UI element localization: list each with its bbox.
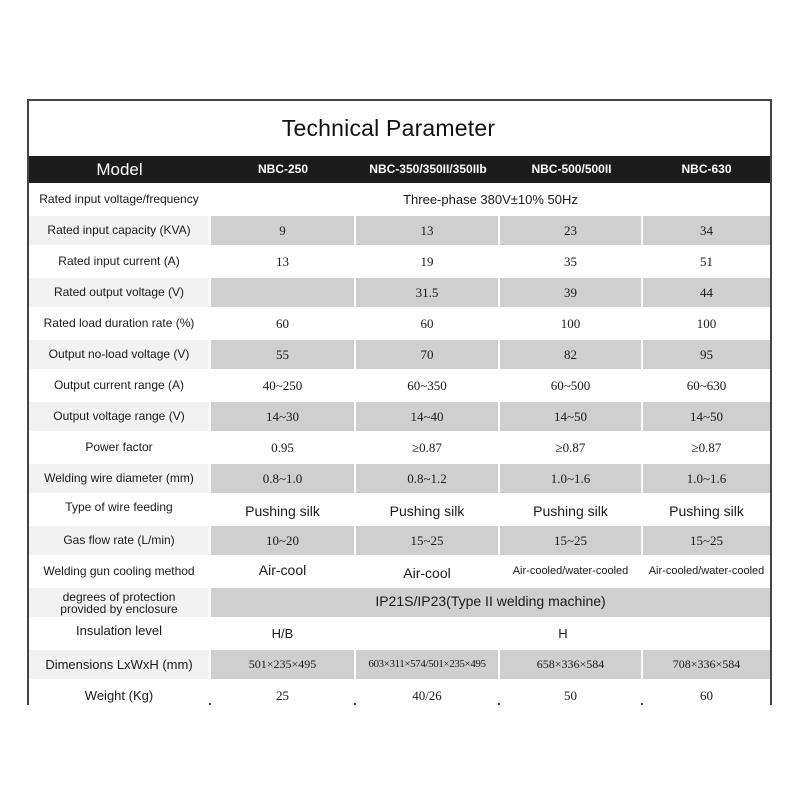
table-row	[29, 371, 770, 400]
row-label-two-line	[29, 588, 209, 617]
cell-value: 60	[211, 309, 354, 338]
row-label-line-1: degrees of protection	[62, 590, 176, 604]
cell-value: 25	[211, 681, 354, 710]
cell-value: H/B	[211, 619, 354, 648]
table-row	[29, 619, 770, 648]
cell-value: 708×336×584	[643, 650, 770, 679]
cell-value: 10~20	[211, 526, 354, 555]
cell-value: 82	[500, 340, 641, 369]
table-row	[29, 216, 770, 245]
table-row	[29, 402, 770, 431]
header-col-3: NBC-500/500II	[531, 162, 612, 176]
row-label: Gas flow rate (L/min)	[29, 526, 209, 555]
row-label: Rated input current (A)	[29, 247, 209, 276]
cell-value: 0.95	[211, 433, 354, 462]
cell-value: 60~500	[500, 371, 641, 400]
cell-value: 14~50	[643, 402, 770, 431]
cell-value: 15~25	[643, 526, 770, 555]
table-row	[29, 681, 770, 710]
cell-value: 60	[643, 681, 770, 710]
cell-value: 15~25	[500, 526, 641, 555]
row-label: Output voltage range (V)	[29, 402, 209, 431]
row-label: Rated input capacity (KVA)	[29, 216, 209, 245]
cell-value: 55	[211, 340, 354, 369]
cell-value: Pushing silk	[643, 495, 770, 524]
cell-value: 23	[500, 216, 641, 245]
cell-value: Pushing silk	[500, 495, 641, 524]
table-row	[29, 588, 770, 617]
cell-value: 34	[643, 216, 770, 245]
cell-value: 14~30	[211, 402, 354, 431]
row-label: Welding wire diameter (mm)	[29, 464, 209, 493]
cell-value: 40~250	[211, 371, 354, 400]
row-label: Power factor	[29, 433, 209, 462]
cell-value: ≥0.87	[356, 433, 498, 462]
cell-value: 1.0~1.6	[643, 464, 770, 493]
cell-value: Pushing silk	[356, 495, 498, 524]
cell-value: Air-cool	[211, 557, 354, 586]
table-row	[29, 340, 770, 369]
cell-value: 501×235×495	[211, 650, 354, 679]
table-header	[29, 156, 770, 183]
table-row	[29, 309, 770, 338]
cell-value: 31.5	[356, 278, 498, 307]
row-label: Output current range (A)	[29, 371, 209, 400]
row-label: Weight (Kg)	[29, 681, 209, 710]
row-label: Insulation level	[29, 619, 209, 648]
cell-value: 14~40	[356, 402, 498, 431]
cell-span-value: H	[356, 619, 770, 648]
cell-value: 658×336×584	[500, 650, 641, 679]
cell-value: 13	[356, 216, 498, 245]
cell-value: 9	[211, 216, 354, 245]
cell-value: 95	[643, 340, 770, 369]
cell-value: Air-cooled/water-cooled	[500, 557, 641, 586]
header-col-4: NBC-630	[681, 162, 732, 176]
cell-value: 13	[211, 247, 354, 276]
table-title: Technical Parameter	[281, 115, 496, 141]
spec-table-frame	[27, 99, 772, 705]
cell-value: Pushing silk	[211, 495, 354, 524]
cell-value: 50	[500, 681, 641, 710]
table-row	[29, 495, 770, 524]
table-row	[29, 278, 770, 307]
cell-value: 603×311×574/501×235×495	[356, 650, 498, 679]
cell-value: 0.8~1.0	[211, 464, 354, 493]
table-row	[29, 247, 770, 276]
cell-value: 1.0~1.6	[500, 464, 641, 493]
cell-value: 15~25	[356, 526, 498, 555]
cell-value: 60	[356, 309, 498, 338]
table-row	[29, 464, 770, 493]
row-label: Rated input voltage/frequency	[29, 185, 209, 214]
header-model: Model	[96, 160, 143, 179]
cell-value: ≥0.87	[500, 433, 641, 462]
cell-value: 0.8~1.2	[356, 464, 498, 493]
table-row	[29, 650, 770, 679]
header-col-2: NBC-350/350II/350IIb	[369, 162, 487, 176]
row-label-line-2: provided by enclosure	[60, 602, 178, 616]
cell-value: Air-cool	[356, 557, 498, 586]
table-row	[29, 526, 770, 555]
cell-value: 44	[643, 278, 770, 307]
table-row	[29, 557, 770, 586]
row-label: Rated output voltage (V)	[29, 278, 209, 307]
row-label: Output no-load voltage (V)	[29, 340, 209, 369]
cell-value: 70	[356, 340, 498, 369]
cell-value: 39	[500, 278, 641, 307]
cell-value: Air-cooled/water-cooled	[643, 557, 770, 586]
table-row	[29, 185, 770, 214]
row-label: Rated load duration rate (%)	[29, 309, 209, 338]
cell-value: 100	[643, 309, 770, 338]
cell-value: 40/26	[356, 681, 498, 710]
header-col-1: NBC-250	[257, 162, 308, 176]
cell-value: 14~50	[500, 402, 641, 431]
row-span-value: IP21S/IP23(Type II welding machine)	[211, 588, 770, 617]
row-span-value: Three-phase 380V±10% 50Hz	[211, 185, 770, 214]
cell-value: 60~350	[356, 371, 498, 400]
cell-value: 100	[500, 309, 641, 338]
cell-value: 35	[500, 247, 641, 276]
cell-value: 60~630	[643, 371, 770, 400]
cell-value: 51	[643, 247, 770, 276]
table-row	[29, 433, 770, 462]
cell-value	[211, 278, 354, 307]
row-label: Type of wire feeding	[29, 495, 209, 524]
cell-value: ≥0.87	[643, 433, 770, 462]
row-label: Dimensions LxWxH (mm)	[29, 650, 209, 679]
cell-value: 19	[356, 247, 498, 276]
row-label: Welding gun cooling method	[29, 557, 209, 586]
